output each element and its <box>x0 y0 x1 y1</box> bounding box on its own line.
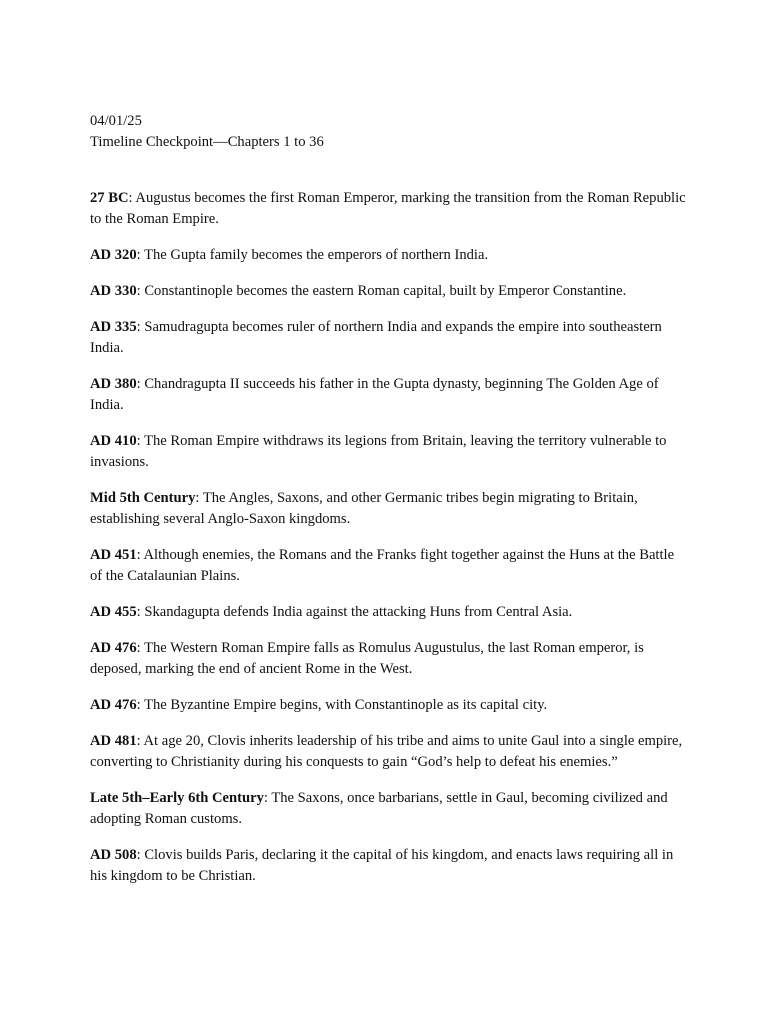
document-title: Timeline Checkpoint—Chapters 1 to 36 <box>90 134 324 150</box>
entry-date: AD 508 <box>90 847 137 863</box>
entry-text: : Augustus becomes the first Roman Emperor, marking the transition from the Roman Republic to the Roman Empire. <box>90 190 686 227</box>
timeline-entry <box>90 845 688 887</box>
timeline-entry <box>90 602 688 623</box>
entry-date: Late 5th–Early 6th Century <box>90 790 264 806</box>
entry-text: : Although enemies, the Romans and the Franks fight together against the Huns at the Battle of the Catalaunian Plains. <box>90 547 675 584</box>
entry-date: AD 320 <box>90 247 137 263</box>
timeline-entry <box>90 545 688 587</box>
entry-date: AD 481 <box>90 733 137 749</box>
entry-date: 27 BC <box>90 190 129 206</box>
timeline-entry <box>90 188 688 230</box>
timeline-entry <box>90 788 688 830</box>
timeline-entry <box>90 245 688 266</box>
entry-date: AD 455 <box>90 604 137 620</box>
entry-date: AD 380 <box>90 376 137 392</box>
entry-text: : Constantinople becomes the eastern Roman capital, built by Emperor Constantine. <box>136 283 627 299</box>
entry-text: : The Angles, Saxons, and other Germanic tribes begin migrating to Britain, establishing several Anglo-Saxon kingdoms. <box>90 490 638 527</box>
timeline-entry <box>90 488 688 530</box>
entry-date: AD 330 <box>90 283 137 299</box>
entry-date: AD 335 <box>90 319 137 335</box>
timeline-entry <box>90 431 688 473</box>
entry-text: : Chandragupta II succeeds his father in the Gupta dynasty, beginning The Golden Age of India. <box>90 376 659 413</box>
timeline-entry <box>90 317 688 359</box>
timeline-entry <box>90 281 688 302</box>
timeline-entry <box>90 695 688 716</box>
entry-text: : At age 20, Clovis inherits leadership of his tribe and aims to unite Gaul into a single empire, converting to Christianity during his conquests to gain “God’s help to defeat his enemies.” <box>90 733 683 770</box>
timeline-entry <box>90 638 688 680</box>
entry-text: : The Saxons, once barbarians, settle in Gaul, becoming civilized and adopting Roman customs. <box>90 790 668 827</box>
entry-date: AD 476 <box>90 640 137 656</box>
entry-text: : Samudragupta becomes ruler of northern India and expands the empire into southeastern India. <box>90 319 662 356</box>
entry-date: AD 410 <box>90 433 137 449</box>
entry-text: : The Roman Empire withdraws its legions from Britain, leaving the territory vulnerable to invasions. <box>90 433 667 470</box>
timeline-entry <box>90 374 688 416</box>
entry-text: : Clovis builds Paris, declaring it the capital of his kingdom, and enacts laws requiring all in his kingdom to be Christian. <box>90 847 674 884</box>
timeline-list <box>90 188 688 887</box>
entry-text: : The Gupta family becomes the emperors of northern India. <box>136 247 489 263</box>
entry-date: Mid 5th Century <box>90 490 196 506</box>
entry-date: AD 476 <box>90 697 137 713</box>
entry-text: : Skandagupta defends India against the attacking Huns from Central Asia. <box>136 604 573 620</box>
entry-text: : The Western Roman Empire falls as Romulus Augustulus, the last Roman emperor, is deposed, marking the end of ancient Rome in the West. <box>90 640 644 677</box>
timeline-entry <box>90 731 688 773</box>
entry-text: : The Byzantine Empire begins, with Constantinople as its capital city. <box>136 697 548 713</box>
document-page <box>90 111 688 902</box>
document-date: 04/01/25 <box>90 113 142 129</box>
entry-date: AD 451 <box>90 547 137 563</box>
